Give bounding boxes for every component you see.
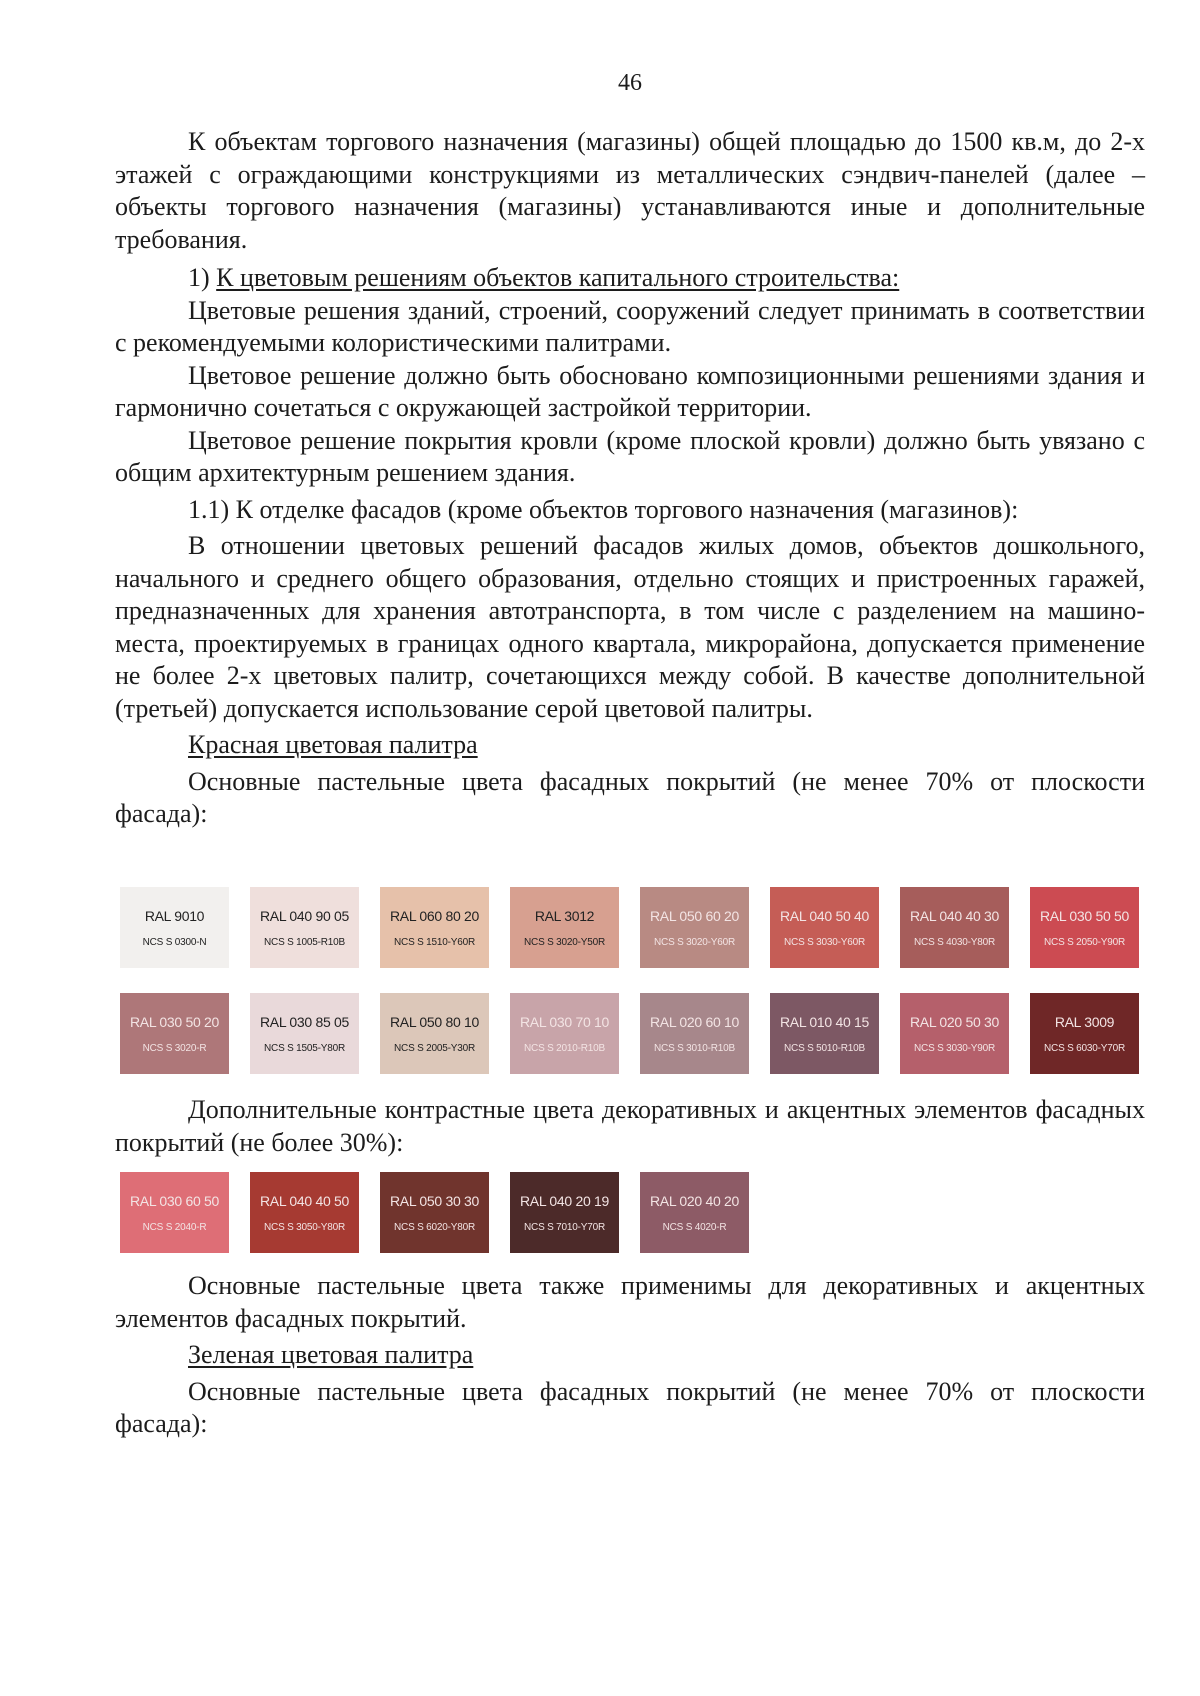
swatch-ncs-code: NCS S 3020-R bbox=[142, 1042, 207, 1054]
color-swatch bbox=[250, 1172, 359, 1253]
color-swatch bbox=[1030, 887, 1139, 968]
item-1-1-number: 1.1) bbox=[188, 494, 230, 524]
swatch-ncs-code: NCS S 3020-Y50R bbox=[524, 936, 605, 948]
swatch-ral-code: RAL 3012 bbox=[534, 907, 595, 924]
color-swatch bbox=[120, 993, 229, 1074]
color-swatch bbox=[380, 887, 489, 968]
green-palette-heading: Зеленая цветовая палитра bbox=[188, 1340, 474, 1369]
swatch-ncs-code: NCS S 6020-Y80R bbox=[394, 1221, 475, 1233]
swatch-ral-code: RAL 020 40 20 bbox=[650, 1192, 739, 1209]
item-1-number: 1) bbox=[188, 263, 210, 292]
paragraph-1: Цветовые решения зданий, строений, сооружений следует принимать в соответствии с рекомендуемыми колористическими палитрами. bbox=[115, 295, 1145, 357]
swatch-ncs-code: NCS S 6030-Y70R bbox=[1044, 1042, 1125, 1054]
swatch-ral-code: RAL 040 20 19 bbox=[520, 1192, 609, 1209]
swatch-ncs-code: NCS S 4030-Y80R bbox=[914, 936, 995, 948]
paragraph-8: Основные пастельные цвета фасадных покрытий (не менее 70% от плоскости фасада): bbox=[115, 1376, 1145, 1438]
swatch-ncs-code: NCS S 1505-Y80R bbox=[264, 1042, 345, 1054]
color-swatch bbox=[900, 887, 1009, 968]
swatch-ral-code: RAL 010 40 15 bbox=[780, 1013, 869, 1030]
color-swatch bbox=[380, 1172, 489, 1253]
text-block-middle bbox=[115, 1094, 1145, 1159]
swatch-ncs-code: NCS S 2040-R bbox=[142, 1221, 207, 1233]
paragraph-6: Дополнительные контрастные цвета декоративных и акцентных элементов фасадных покрытий (не более 30%): bbox=[115, 1095, 1145, 1157]
item-1-heading bbox=[115, 262, 1145, 295]
swatch-ral-code: RAL 030 85 05 bbox=[260, 1013, 349, 1030]
swatch-ncs-code: NCS S 7010-Y70R bbox=[524, 1221, 605, 1233]
swatch-ral-code: RAL 060 80 20 bbox=[390, 907, 479, 924]
color-swatch bbox=[120, 1172, 229, 1253]
paragraph-5: Основные пастельные цвета фасадных покрытий (не менее 70% от плоскости фасада): bbox=[115, 766, 1145, 828]
text-block-top bbox=[115, 126, 1145, 831]
paragraph-3: Цветовое решение покрытия кровли (кроме плоской кровли) должно быть увязано с общим архитектурным решением здания. bbox=[115, 425, 1145, 487]
paragraph-2: Цветовое решение должно быть обосновано композиционными решениями здания и гармонично сочетаться с окружающей застройкой территории. bbox=[115, 360, 1145, 422]
color-swatch bbox=[510, 993, 619, 1074]
color-swatch bbox=[120, 887, 229, 968]
palette-main-row-2 bbox=[120, 993, 1139, 1074]
item-1-1-heading bbox=[115, 494, 1145, 527]
swatch-ncs-code: NCS S 4020-R bbox=[662, 1221, 727, 1233]
palette-accent-row bbox=[120, 1172, 749, 1253]
swatch-ral-code: RAL 030 50 50 bbox=[1040, 907, 1129, 924]
swatch-ncs-code: NCS S 2005-Y30R bbox=[394, 1042, 475, 1054]
swatch-ral-code: RAL 020 60 10 bbox=[650, 1013, 739, 1030]
item-1-title: К цветовым решениям объектов капитального строительства: bbox=[216, 263, 900, 292]
color-swatch bbox=[380, 993, 489, 1074]
color-swatch bbox=[510, 1172, 619, 1253]
swatch-ncs-code: NCS S 5010-R10B bbox=[784, 1042, 865, 1054]
swatch-ral-code: RAL 040 40 50 bbox=[260, 1192, 349, 1209]
color-swatch bbox=[510, 887, 619, 968]
palette-main-row-1 bbox=[120, 887, 1139, 968]
color-swatch bbox=[250, 993, 359, 1074]
swatch-ral-code: RAL 050 30 30 bbox=[390, 1192, 479, 1209]
swatch-ncs-code: NCS S 3020-Y60R bbox=[654, 936, 735, 948]
swatch-ral-code: RAL 050 80 10 bbox=[390, 1013, 479, 1030]
color-swatch bbox=[770, 993, 879, 1074]
paragraph-7: Основные пастельные цвета также применимы для декоративных и акцентных элементов фасадных покрытий. bbox=[115, 1271, 1145, 1333]
red-palette-heading: Красная цветовая палитра bbox=[188, 730, 478, 759]
swatch-ral-code: RAL 3009 bbox=[1054, 1013, 1115, 1030]
swatch-ral-code: RAL 040 50 40 bbox=[780, 907, 869, 924]
color-swatch bbox=[640, 993, 749, 1074]
swatch-ncs-code: NCS S 1005-R10B bbox=[264, 936, 345, 948]
swatch-ral-code: RAL 030 60 50 bbox=[130, 1192, 219, 1209]
paragraph-intro: К объектам торгового назначения (магазины) общей площадью до 1500 кв.м, до 2-х этажей с ограждающими конструкциями из металлических сэндвич-панелей (далее – объекты торгового назначения (магазины) устанавливаются иные и дополнительные требования. bbox=[115, 127, 1145, 254]
swatch-ral-code: RAL 050 60 20 bbox=[650, 907, 739, 924]
color-swatch bbox=[640, 887, 749, 968]
swatch-ral-code: RAL 030 50 20 bbox=[130, 1013, 219, 1030]
text-block-bottom bbox=[115, 1270, 1145, 1441]
swatch-ral-code: RAL 040 90 05 bbox=[260, 907, 349, 924]
color-swatch bbox=[640, 1172, 749, 1253]
swatch-ncs-code: NCS S 2050-Y90R bbox=[1044, 936, 1125, 948]
swatch-ral-code: RAL 9010 bbox=[144, 907, 205, 924]
swatch-ncs-code: NCS S 3030-Y90R bbox=[914, 1042, 995, 1054]
page-number: 46 bbox=[618, 70, 642, 96]
swatch-ncs-code: NCS S 3050-Y80R bbox=[264, 1221, 345, 1233]
swatch-ral-code: RAL 030 70 10 bbox=[520, 1013, 609, 1030]
swatch-ncs-code: NCS S 3030-Y60R bbox=[784, 936, 865, 948]
item-1-1-title: К отделке фасадов (кроме объектов торгового назначения (магазинов): bbox=[235, 494, 1019, 524]
swatch-ral-code: RAL 040 40 30 bbox=[910, 907, 999, 924]
swatch-ncs-code: NCS S 3010-R10B bbox=[654, 1042, 735, 1054]
swatch-ncs-code: NCS S 2010-R10B bbox=[524, 1042, 605, 1054]
swatch-ncs-code: NCS S 1510-Y60R bbox=[394, 936, 475, 948]
paragraph-4: В отношении цветовых решений фасадов жилых домов, объектов дошкольного, начального и среднего общего образования, отдельно стоящих и пристроенных гаражей, предназначенных для хранения автотранспорта, в том числе с разделением на машино-места, проектируемых в границах одного квартала, микрорайона, допускается применение не более 2-х цветовых палитр, сочетающихся между собой. В качестве дополнительной (третьей) допускается использование серой цветовой палитры. bbox=[115, 531, 1145, 723]
color-swatch bbox=[250, 887, 359, 968]
swatch-ral-code: RAL 020 50 30 bbox=[910, 1013, 999, 1030]
swatch-ncs-code: NCS S 0300-N bbox=[142, 936, 207, 948]
color-swatch bbox=[900, 993, 1009, 1074]
color-swatch bbox=[770, 887, 879, 968]
color-swatch bbox=[1030, 993, 1139, 1074]
